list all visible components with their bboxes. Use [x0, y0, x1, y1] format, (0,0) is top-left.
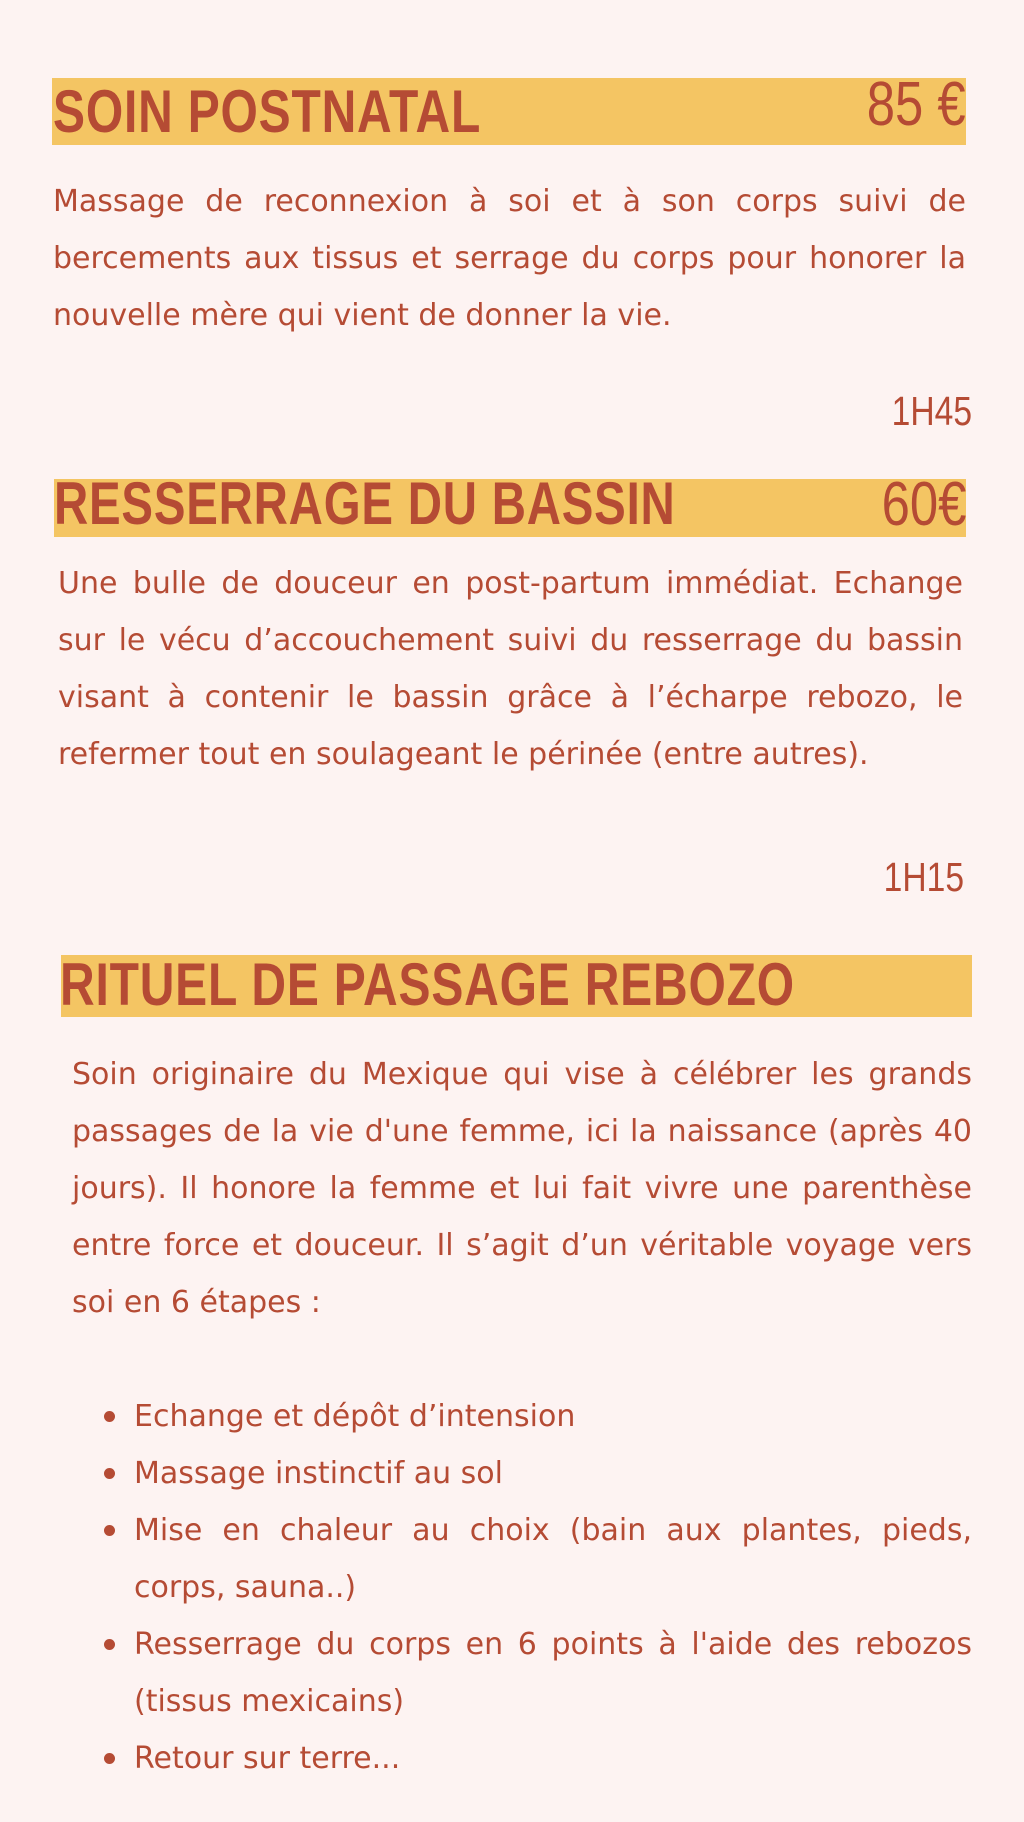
service-duration-bassin: 1H15: [883, 854, 964, 900]
rebozo-steps-list: [72, 1388, 972, 1787]
list-item: Massage instinctif au sol: [134, 1445, 972, 1502]
list-item: Resserrage du corps en 6 points à l'aide des rebozos (tissus mexicains): [134, 1616, 972, 1730]
list-item: Mise en chaleur au choix (bain aux plantes, pieds, corps, sauna..): [134, 1502, 972, 1616]
service-price-bassin: 60€: [881, 470, 966, 539]
list-item: Retour sur terre...: [134, 1730, 972, 1787]
service-description-bassin: Une bulle de douceur en post-partum immédiat. Echange sur le vécu d’accouchement suivi du resserrage du bassin visant à contenir le bassin grâce à l’écharpe rebozo, le refermer tout en soulageant le périnée (entre autres).: [58, 566, 963, 772]
bullet-icon: [104, 1525, 115, 1536]
service-duration-postnatal: 1H45: [891, 388, 972, 434]
service-description-rebozo: Soin originaire du Mexique qui vise à célébrer les grands passages de la vie d'une femme, ici la naissance (après 40 jours). Il honore la femme et lui fait vivre une parenthèse entre force et douceur. Il s’agit d’un véritable voyage vers soi en 6 étapes :: [72, 1057, 972, 1320]
service-title-rebozo: RITUEL DE PASSAGE REBOZO: [60, 951, 795, 1018]
bullet-icon: [104, 1753, 115, 1764]
bullet-icon: [104, 1468, 115, 1479]
service-title-postnatal: SOIN POSTNATAL: [53, 78, 482, 145]
bullet-icon: [104, 1411, 115, 1422]
list-item: Echange et dépôt d’intension: [134, 1388, 972, 1445]
bullet-icon: [104, 1639, 115, 1650]
service-title-bassin: RESSERRAGE DU BASSIN: [54, 470, 676, 537]
service-description-postnatal: Massage de reconnexion à soi et à son corps suivi de bercements aux tissus et serrage du corps pour honorer la nouvelle mère qui vient de donner la vie.: [53, 184, 966, 333]
service-price-postnatal: 85 €: [867, 70, 966, 139]
